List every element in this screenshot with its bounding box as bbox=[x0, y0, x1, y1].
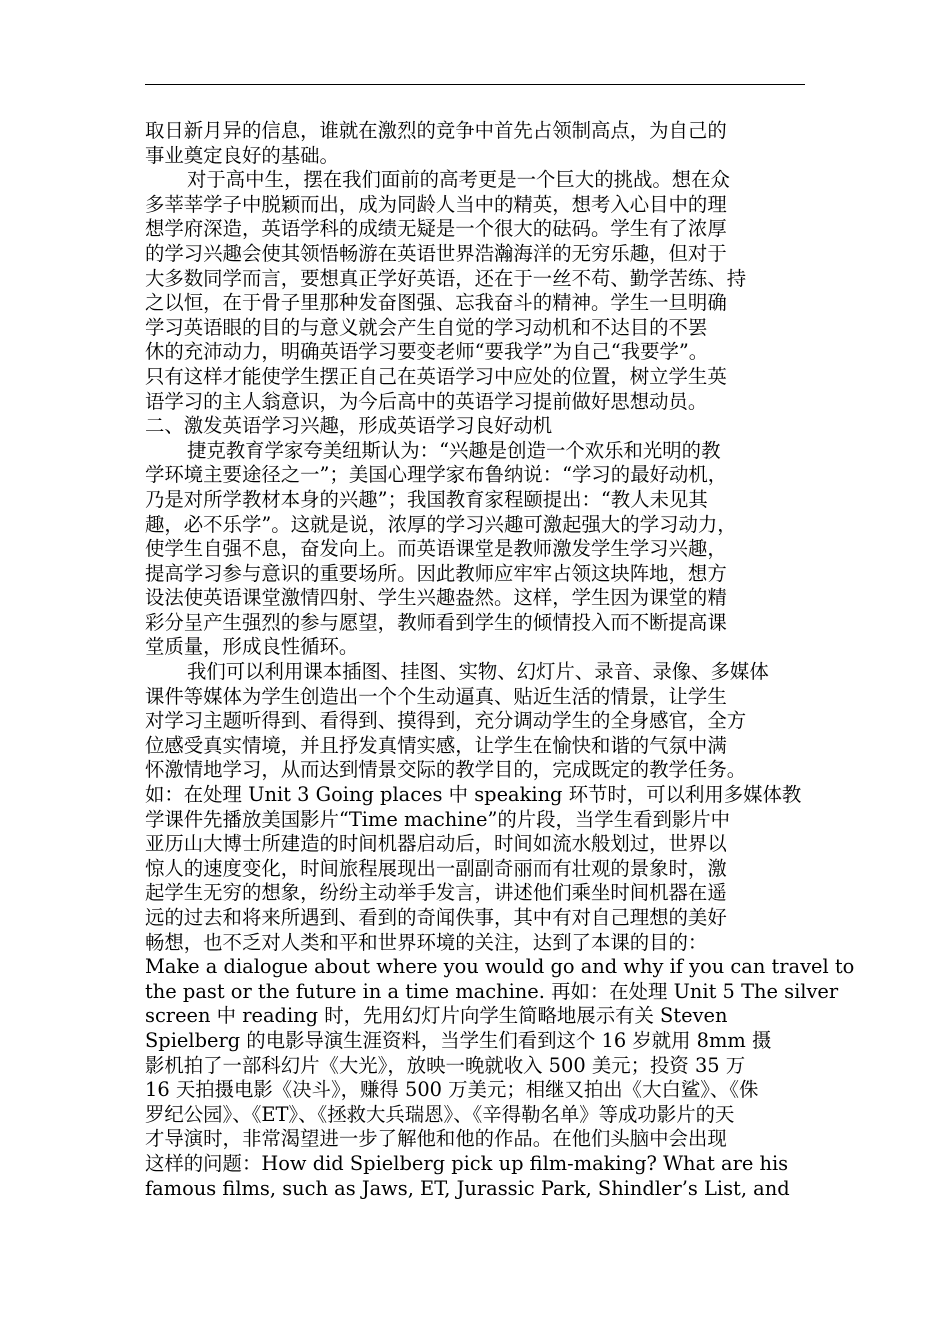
text-line: 取日新月异的信息，谁就在激烈的竞争中首先占领制高点，为自己的 bbox=[145, 119, 727, 142]
text-line: 怀激情地学习，从而达到情景交际的教学目的，完成既定的教学任务。 bbox=[145, 758, 747, 782]
body-text bbox=[145, 119, 855, 1201]
text-line: 堂质量，形成良性循环。 bbox=[145, 635, 359, 659]
paragraph-start-line: 对于高中生，摆在我们面前的高考更是一个巨大的挑战。想在众 bbox=[187, 168, 730, 192]
text-line: 使学生自强不息，奋发向上。而英语课堂是教师激发学生学习兴趣， bbox=[145, 537, 727, 561]
text-line: 休的充沛动力，明确英语学习要变老师“要我学”为自己“我要学”。 bbox=[145, 340, 709, 364]
text-line: 学课件先播放美国影片“Time machine”的片段，当学生看到影片中 bbox=[145, 807, 731, 831]
text-line: 学环境主要途径之一”；美国心理学家布鲁纳说：“学习的最好动机， bbox=[145, 463, 728, 487]
text-line: 如：在处理 Unit 3 Going places 中 speaking 环节时，可以利用多媒体教 bbox=[145, 783, 802, 807]
paragraph-start-line: 我们可以利用课本插图、挂图、实物、幻灯片、录音、录像、多媒体 bbox=[187, 660, 769, 684]
text-line: 大多数同学而言，要想真正学好英语，还在于一丝不苟、勤学苦练、持 bbox=[145, 266, 747, 290]
text-line: 趣，必不乐学”。这就是说，浓厚的学习兴趣可激起强大的学习动力， bbox=[145, 512, 737, 536]
text-line: 亚历山大博士所建造的时间机器启动后，时间如流水般划过，世界以 bbox=[145, 832, 727, 856]
text-line: 多莘莘学子中脱颖而出，成为同龄人当中的精英，想考入心目中的理 bbox=[145, 192, 727, 216]
text-line: 课件等媒体为学生创造出一个个生动逼真、贴近生活的情景，让学生 bbox=[145, 684, 727, 708]
text-line: 才导演时，非常渴望进一步了解他和他的作品。在他们头脑中会出现 bbox=[145, 1127, 727, 1151]
text-line: 想学府深造，英语学科的成绩无疑是一个很大的砝码。学生有了浓厚 bbox=[145, 217, 727, 241]
text-line: 的学习兴趣会使其领悟畅游在英语世界浩瀚海洋的无穷乐趣，但对于 bbox=[145, 241, 727, 265]
text-line: 之以恒，在于骨子里那种发奋图强、忘我奋斗的精神。学生一旦明确 bbox=[145, 291, 727, 315]
text-line: 事业奠定良好的基础。 bbox=[145, 143, 339, 167]
text-line: 对学习主题听得到、看得到、摸得到，充分调动学生的全身感官，全方 bbox=[145, 709, 747, 733]
text-line: the past or the future in a time machine. 再如：在处理 Unit 5 The silver bbox=[145, 979, 839, 1003]
text-line: Spielberg 的电影导演生涯资料，当学生们看到这个 16 岁就用 8mm 摄 bbox=[145, 1028, 772, 1052]
text-line: 这样的问题：How did Spielberg pick up film-making? What are his bbox=[145, 1151, 789, 1175]
text-line: 位感受真实情境，并且抒发真情实感，让学生在愉快和谐的气氛中满 bbox=[145, 733, 727, 757]
text-line: 只有这样才能使学生摆正自己在英语学习中应处的位置，树立学生英 bbox=[145, 364, 727, 388]
text-line: Make a dialogue about where you would go and why if you can travel to bbox=[145, 955, 855, 979]
text-line: 学习英语眼的目的与意义就会产生自觉的学习动机和不达目的不罢 bbox=[145, 315, 708, 339]
text-line: 起学生无穷的想象，纷纷主动举手发言，讲述他们乘坐时间机器在遥 bbox=[145, 881, 727, 905]
section-heading: 二、激发英语学习兴趣，形成英语学习良好动机 bbox=[145, 414, 553, 438]
text-line: 惊人的速度变化，时间旅程展现出一副副奇丽而有壮观的景象时，激 bbox=[145, 856, 727, 880]
text-line: 乃是对所学教材本身的兴趣”；我国教育家程颐提出：“教人未见其 bbox=[145, 487, 708, 511]
header-rule bbox=[145, 84, 805, 85]
text-line: screen 中 reading 时，先用幻灯片向学生简略地展示有关 Steven bbox=[145, 1004, 728, 1028]
text-line: 远的过去和将来所遇到、看到的奇闻佚事，其中有对自己理想的美好 bbox=[145, 906, 727, 929]
text-line: 语学习的主人翁意识，为今后高中的英语学习提前做好思想动员。 bbox=[145, 389, 708, 413]
text-line: famous films, such as Jaws, ET, Jurassic Park, Shindler’s List, and bbox=[145, 1176, 790, 1200]
text-line: 16 天拍摄电影《决斗》，赚得 500 万美元；相继又拍出《大白鲨》、《侏 bbox=[145, 1078, 759, 1102]
paragraph-start-line: 捷克教育学家夸美纽斯认为：“兴趣是创造一个欢乐和光明的教 bbox=[187, 438, 721, 462]
text-line: 罗纪公园》、《ET》、《拯救大兵瑞恩》、《辛得勒名单》等成功影片的天 bbox=[145, 1102, 735, 1126]
text-line: 提高学习参与意识的重要场所。因此教师应牢牢占领这块阵地，想方 bbox=[145, 561, 727, 585]
text-line: 畅想，也不乏对人类和平和世界环境的关注，达到了本课的目的： bbox=[145, 930, 708, 954]
text-line: 彩分呈产生强烈的参与愿望，教师看到学生的倾情投入而不断提高课 bbox=[145, 610, 727, 634]
text-line: 影机拍了一部科幻片《大光》，放映一晚就收入 500 美元；投资 35 万 bbox=[145, 1053, 746, 1077]
text-line: 设法使英语课堂激情四射、学生兴趣盎然。这样，学生因为课堂的精 bbox=[145, 586, 727, 610]
